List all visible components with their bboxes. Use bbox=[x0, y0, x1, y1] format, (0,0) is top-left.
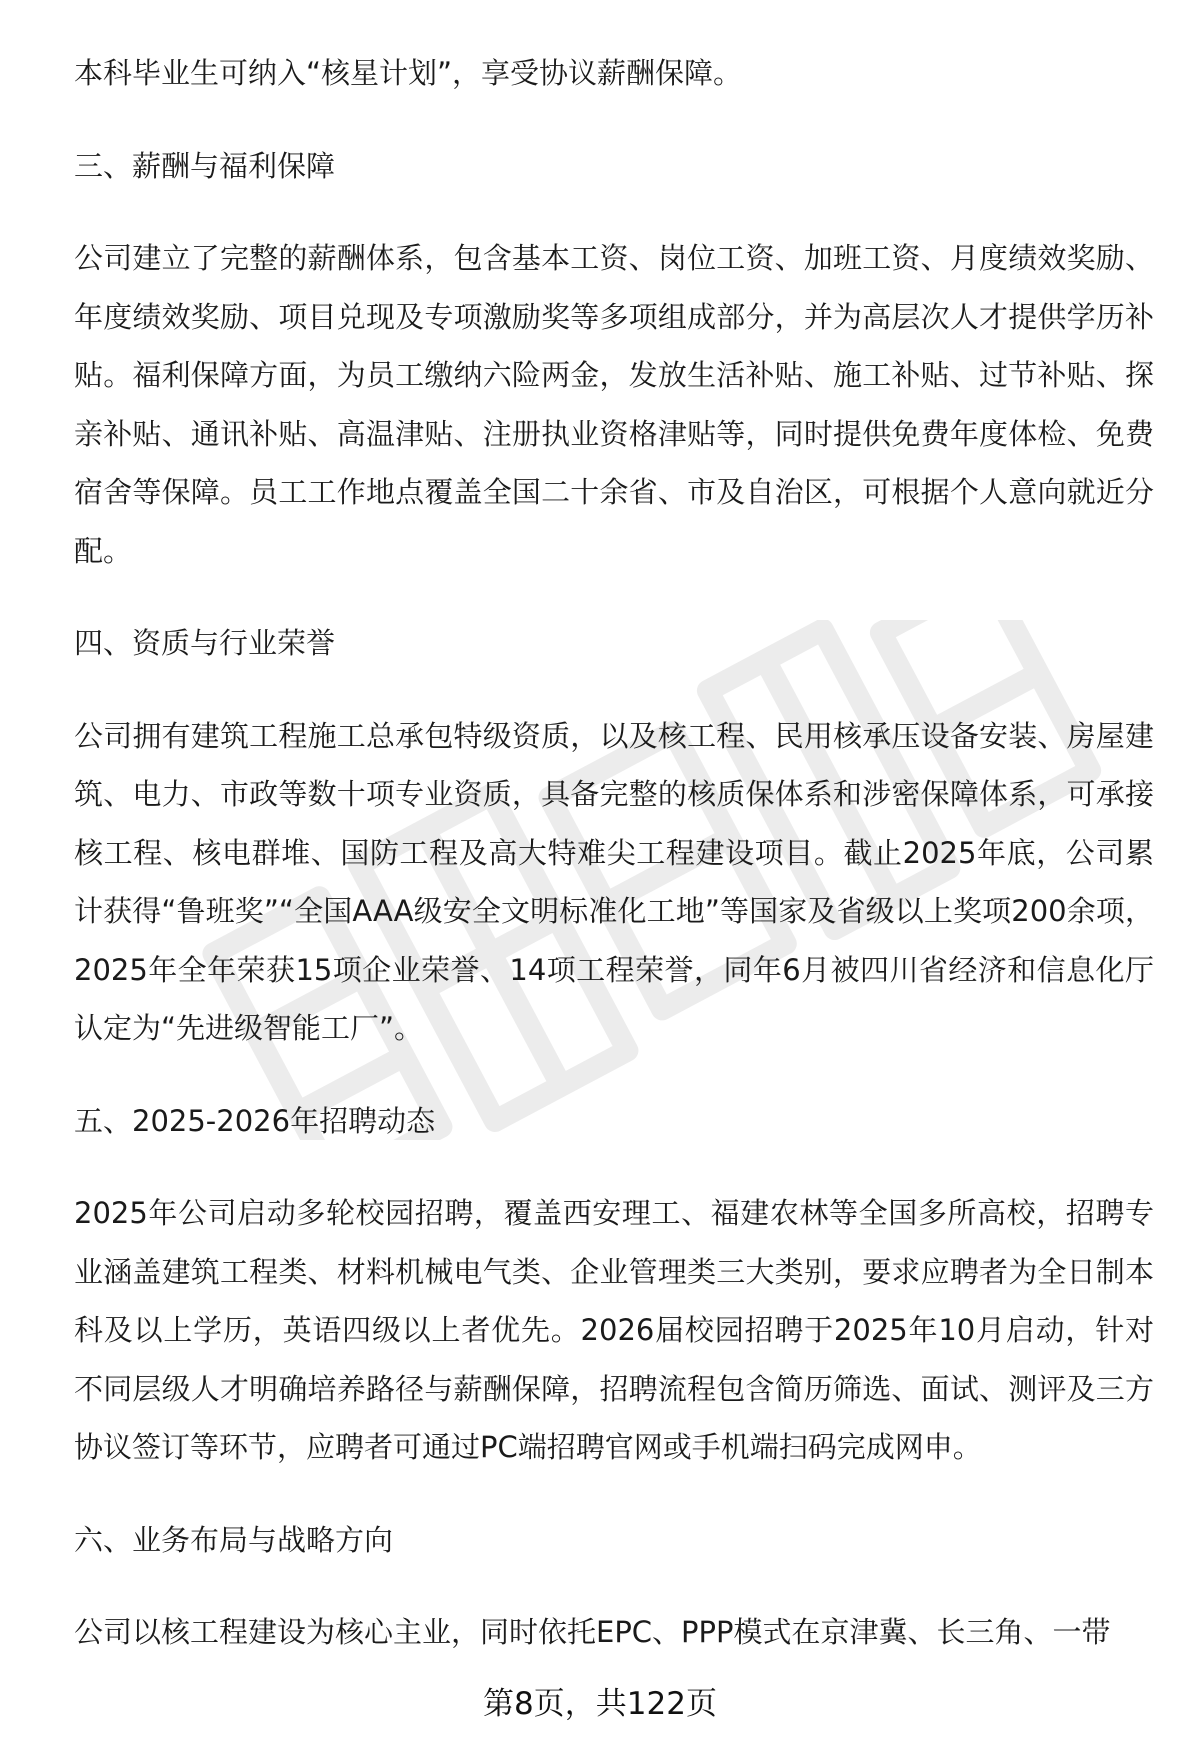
paragraph-continuation: 本科毕业生可纳入“核星计划”，享受协议薪酬保障。 bbox=[74, 56, 743, 90]
paragraph-recruitment: 2025年公司启动多轮校园招聘，覆盖西安理工、福建农林等全国多所高校，招聘专业涵盖建筑工程类、材料机械电气类、企业管理类三大类别，要求应聘者为全日制本科及以上学历，英语四级以上者优先。2026届校园招聘于2025年10月启动，针对不同层级人才明确培养路径与薪酬保障，招聘流程包含简历筛选、面试、测评及三方协议签订等环节，应聘者可通过PC端招聘官网或手机端扫码完成网申。 bbox=[74, 1196, 1154, 1464]
section-heading-4: 四、资质与行业荣誉 bbox=[74, 626, 336, 660]
document-body bbox=[74, 44, 1154, 1662]
section-heading-5: 五、2025-2026年招聘动态 bbox=[74, 1103, 436, 1138]
paragraph-qualifications-honors: 公司拥有建筑工程施工总承包特级资质，以及核工程、民用核承压设备安装、房屋建筑、电力、市政等数十项专业资质，具备完整的核质保体系和涉密保障体系，可承接核工程、核电群堆、国防工程及高大特难尖工程建设项目。截止2025年底，公司累计获得“鲁班奖”“全国AAA级安全文明标准化工地”等国家及省级以上奖项200余项，2025年全年荣获15项企业荣誉、14项工程荣誉，同年6月被四川省经济和信息化厅认定为“先进级智能工厂”。 bbox=[74, 718, 1154, 1045]
section-heading-3: 三、薪酬与福利保障 bbox=[74, 148, 336, 183]
paragraph-business-layout: 公司以核工程建设为核心主业，同时依托EPC、PPP模式在京津冀、长三角、一带 bbox=[74, 1615, 1111, 1649]
paragraph-salary-benefits: 公司建立了完整的薪酬体系，包含基本工资、岗位工资、加班工资、月度绩效奖励、年度绩效奖励、项目兑现及专项激励奖等多项组成部分，并为高层次人才提供学历补贴。福利保障方面，为员工缴纳六险两金，发放生活补贴、施工补贴、过节补贴、探亲补贴、通讯补贴、高温津贴、注册执业资格津贴等，同时提供免费年度体检、免费宿舍等保障。员工工作地点覆盖全国二十余省、市及自治区，可根据个人意向就近分配。 bbox=[74, 241, 1154, 568]
section-heading-6: 六、业务布局与战略方向 bbox=[74, 1522, 394, 1557]
page-number-footer: 第8页，共122页 bbox=[483, 1686, 717, 1722]
